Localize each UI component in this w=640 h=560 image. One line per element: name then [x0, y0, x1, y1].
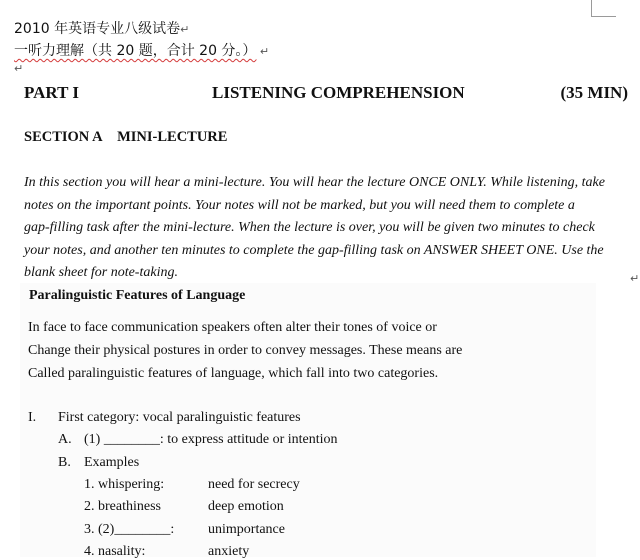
example-meaning: deep emotion	[208, 499, 284, 514]
note-taking-sheet	[20, 283, 596, 557]
section-heading	[24, 129, 227, 146]
section-name: MINI-LECTURE	[117, 129, 228, 145]
outline-heading: First category: vocal paralinguistic features	[58, 410, 301, 425]
outline-b-text: Examples	[84, 455, 140, 470]
instruction-line: gap-filling task after the mini-lecture. When the lecture is over, you will be given two minutes to check	[24, 220, 595, 235]
example-meaning: unimportance	[208, 522, 285, 537]
line-end-mark: ↵	[630, 272, 640, 285]
part-label: PART I	[24, 83, 79, 102]
part-name: LISTENING COMPREHENSION	[212, 83, 465, 102]
intro-line: In face to face communication speakers often alter their tones of voice or	[28, 320, 437, 335]
example-item: 1. whispering:	[84, 477, 165, 492]
intro-line: Called paralinguistic features of language, which fall into two categories.	[28, 366, 439, 381]
example-item: 4. nasality:	[84, 544, 146, 559]
outline-b-label: B.	[58, 455, 71, 470]
exam-subtitle-line	[14, 40, 269, 60]
example-item: 3. (2)________:	[84, 522, 175, 537]
instruction-line: In this section you will hear a mini-lecture. You will hear the lecture ONCE ONLY. While listening, take	[24, 175, 605, 190]
line-end-mark: ↵	[180, 23, 190, 36]
sheet-title: Paralinguistic Features of Language	[29, 288, 246, 303]
intro-line: Change their physical postures in order to convey messages. These means are	[28, 343, 463, 358]
instructions-paragraph	[24, 172, 630, 285]
instruction-line: your notes, and another ten minutes to complete the gap-filling task on ANSWER SHEET ONE. Use the	[24, 242, 604, 258]
line-end-mark: ↵	[256, 45, 270, 58]
instruction-line: notes on the important points. Your notes will not be marked, but you will need them to complete a	[24, 197, 575, 213]
section-label: SECTION A	[24, 129, 103, 145]
example-item: 2. breathiness	[84, 499, 161, 514]
page-crop-mark	[591, 0, 616, 17]
exam-title-text: 2010 年英语专业八级试卷	[14, 21, 181, 37]
part-time: (35 MIN)	[560, 83, 628, 102]
exam-title-line	[14, 18, 189, 38]
instruction-line: blank sheet for note-taking.	[24, 265, 178, 280]
example-meaning: anxiety	[208, 544, 250, 559]
empty-paragraph-mark: ↵	[14, 62, 24, 75]
outline-a-text: (1) ________: to express attitude or intention	[84, 432, 338, 447]
exam-subtitle-text: 一听力理解（共 20 题，合计 20 分。）	[14, 43, 257, 59]
example-meaning: need for secrecy	[208, 477, 300, 492]
outline-number: I.	[28, 410, 37, 425]
outline-a-label: A.	[58, 432, 72, 447]
